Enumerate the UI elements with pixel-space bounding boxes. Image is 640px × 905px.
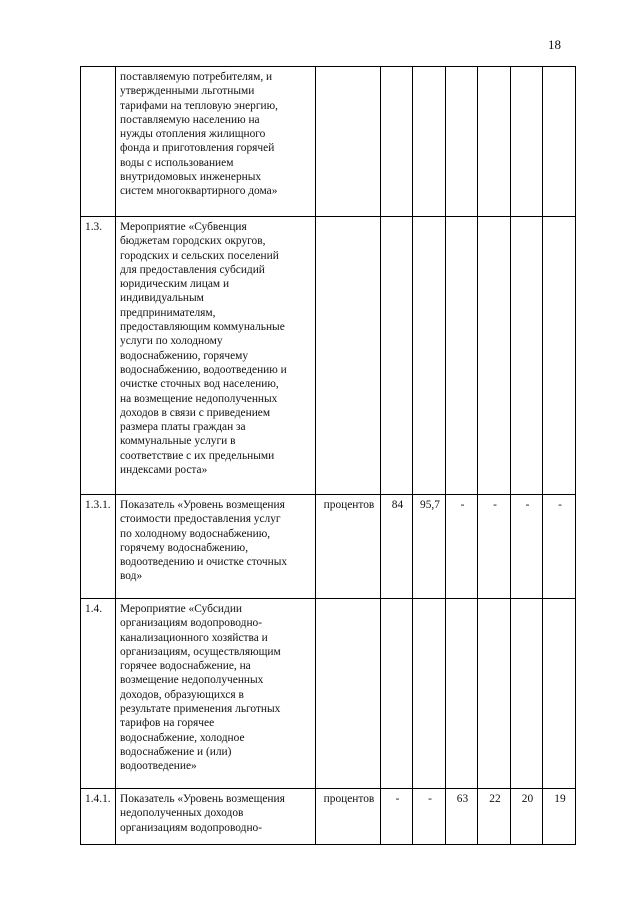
row-value-2: - bbox=[413, 789, 446, 845]
row-value-5 bbox=[511, 67, 543, 217]
row-value-4: - bbox=[478, 495, 511, 599]
row-value-6 bbox=[543, 217, 576, 495]
row-value-6 bbox=[543, 599, 576, 789]
row-number: 1.3. bbox=[81, 217, 116, 495]
table-row bbox=[81, 789, 576, 845]
row-number: 1.4.1. bbox=[81, 789, 116, 845]
row-value-3 bbox=[446, 67, 478, 217]
table-row bbox=[81, 495, 576, 599]
row-value-1 bbox=[381, 67, 413, 217]
row-unit bbox=[316, 217, 381, 495]
row-name: Показатель «Уровень возмещения стоимости предоставления услуг по холодному водоснабжению, горячему водоснабжению, водоотведению и очистке сточных вод» bbox=[116, 495, 316, 599]
row-number bbox=[81, 67, 116, 217]
row-unit: процентов bbox=[316, 789, 381, 845]
row-value-3: 63 bbox=[446, 789, 478, 845]
row-value-1: - bbox=[381, 789, 413, 845]
row-value-5: 20 bbox=[511, 789, 543, 845]
row-value-6 bbox=[543, 67, 576, 217]
table-row bbox=[81, 217, 576, 495]
row-number: 1.3.1. bbox=[81, 495, 116, 599]
indicators-table bbox=[80, 66, 576, 845]
row-number: 1.4. bbox=[81, 599, 116, 789]
row-value-1: 84 bbox=[381, 495, 413, 599]
row-value-6: 19 bbox=[543, 789, 576, 845]
row-value-3: - bbox=[446, 495, 478, 599]
row-value-5 bbox=[511, 599, 543, 789]
row-value-1 bbox=[381, 599, 413, 789]
page-number: 18 bbox=[548, 37, 561, 52]
row-name: Мероприятие «Субвенция бюджетам городских округов, городских и сельских поселений для предоставления субсидий юридическим лицам и индивидуальным предпринимателям, предоставляющим коммунальные услуги по холодному водоснабжению, горячему водоснабжению, водоотведению и очистке сточных вод населению, на возмещение недополученных доходов в связи с приведением размера платы граждан за коммунальные услуги в соответствие с их предельными индексами роста» bbox=[116, 217, 316, 495]
row-name: Показатель «Уровень возмещения недополученных доходов организациям водопроводно- bbox=[116, 789, 316, 845]
row-value-5: - bbox=[511, 495, 543, 599]
row-value-2 bbox=[413, 67, 446, 217]
row-value-5 bbox=[511, 217, 543, 495]
row-unit: процентов bbox=[316, 495, 381, 599]
row-value-4: 22 bbox=[478, 789, 511, 845]
row-unit bbox=[316, 599, 381, 789]
row-value-4 bbox=[478, 67, 511, 217]
row-value-2 bbox=[413, 217, 446, 495]
row-name: Мероприятие «Субсидии организациям водопроводно- канализационного хозяйства и организациям, осуществляющим горячее водоснабжение, на возмещение недополученных доходов, образующихся в результате применения льготных тарифов на горячее водоснабжение, холодное водоснабжение и (или) водоотведение» bbox=[116, 599, 316, 789]
table-row bbox=[81, 67, 576, 217]
table-row bbox=[81, 599, 576, 789]
row-value-6: - bbox=[543, 495, 576, 599]
row-name: поставляемую потребителям, и утвержденными льготными тарифами на тепловую энергию, поставляемую населению на нужды отопления жилищного фонда и приготовления горячей воды с использованием внутридомовых инженерных систем многоквартирного дома» bbox=[116, 67, 316, 217]
row-value-3 bbox=[446, 217, 478, 495]
row-value-2 bbox=[413, 599, 446, 789]
row-value-1 bbox=[381, 217, 413, 495]
row-value-2: 95,7 bbox=[413, 495, 446, 599]
row-value-4 bbox=[478, 217, 511, 495]
row-unit bbox=[316, 67, 381, 217]
row-value-4 bbox=[478, 599, 511, 789]
row-value-3 bbox=[446, 599, 478, 789]
